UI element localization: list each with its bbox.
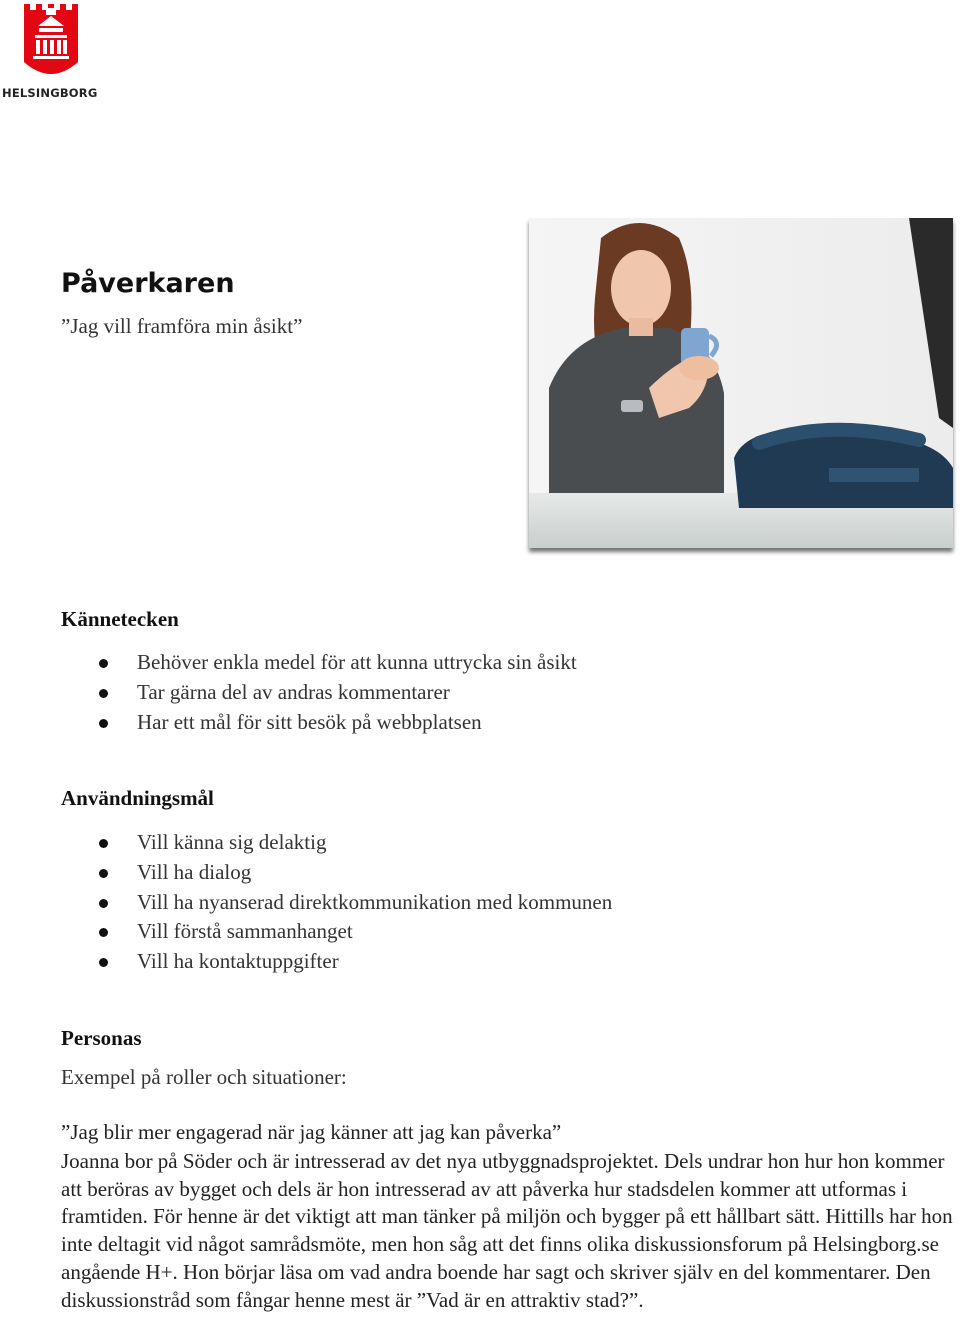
- section-heading-anvandningsmal: Användningsmål: [61, 786, 214, 810]
- list-item: Behöver enkla medel för att kunna uttrycka sin åsikt: [61, 648, 577, 678]
- persona-description: Joanna bor på Söder och är intresserad av det nya utbyggnadsprojektet. Dels undrar hon hur hon kommer att beröras av bygget och dels är hon intresserad av att påverka hur stadsdelen kommer att utformas i framtiden. För henne är det viktigt att man tänker på miljön och bygger på ett hållbart sätt. Hittills har hon inte deltagit vid något samrådsmöte, men hon såg att det finns olika diskussionsforum på Helsingborg.se angående H+. Hon börjar läsa om vad andra boende har sagt och skriver själv en del kommentarer. Den diskussionstråd som fångar henne mest är ”Vad är en attraktiv stad?”.: [61, 1149, 953, 1312]
- list-item: Har ett mål för sitt besök på webbplatsen: [61, 708, 577, 738]
- city-crest-icon: [2, 2, 96, 88]
- logo-wordmark: HELSINGBORG: [2, 86, 98, 100]
- persona-photo: [529, 218, 953, 548]
- page-title: Påverkaren: [61, 268, 235, 299]
- page-subtitle: ”Jag vill framföra min åsikt”: [61, 314, 303, 338]
- section-heading-kannetecken: Kännetecken: [61, 607, 179, 631]
- list-item: Vill känna sig delaktig: [61, 828, 612, 858]
- list-item: Vill ha dialog: [61, 858, 612, 888]
- kannetecken-list: [61, 648, 577, 737]
- anvandningsmal-list: [61, 828, 612, 977]
- section-heading-personas: Personas: [61, 1026, 142, 1050]
- list-item: Tar gärna del av andras kommentarer: [61, 678, 577, 708]
- list-item: Vill förstå sammanhanget: [61, 917, 612, 947]
- list-item: Vill ha kontaktuppgifter: [61, 947, 612, 977]
- persona-quote: ”Jag blir mer engagerad när jag känner att jag kan påverka”: [61, 1120, 562, 1144]
- list-item: Vill ha nyanserad direktkommunikation med kommunen: [61, 888, 612, 918]
- personas-intro: Exempel på roller och situationer:: [61, 1065, 347, 1089]
